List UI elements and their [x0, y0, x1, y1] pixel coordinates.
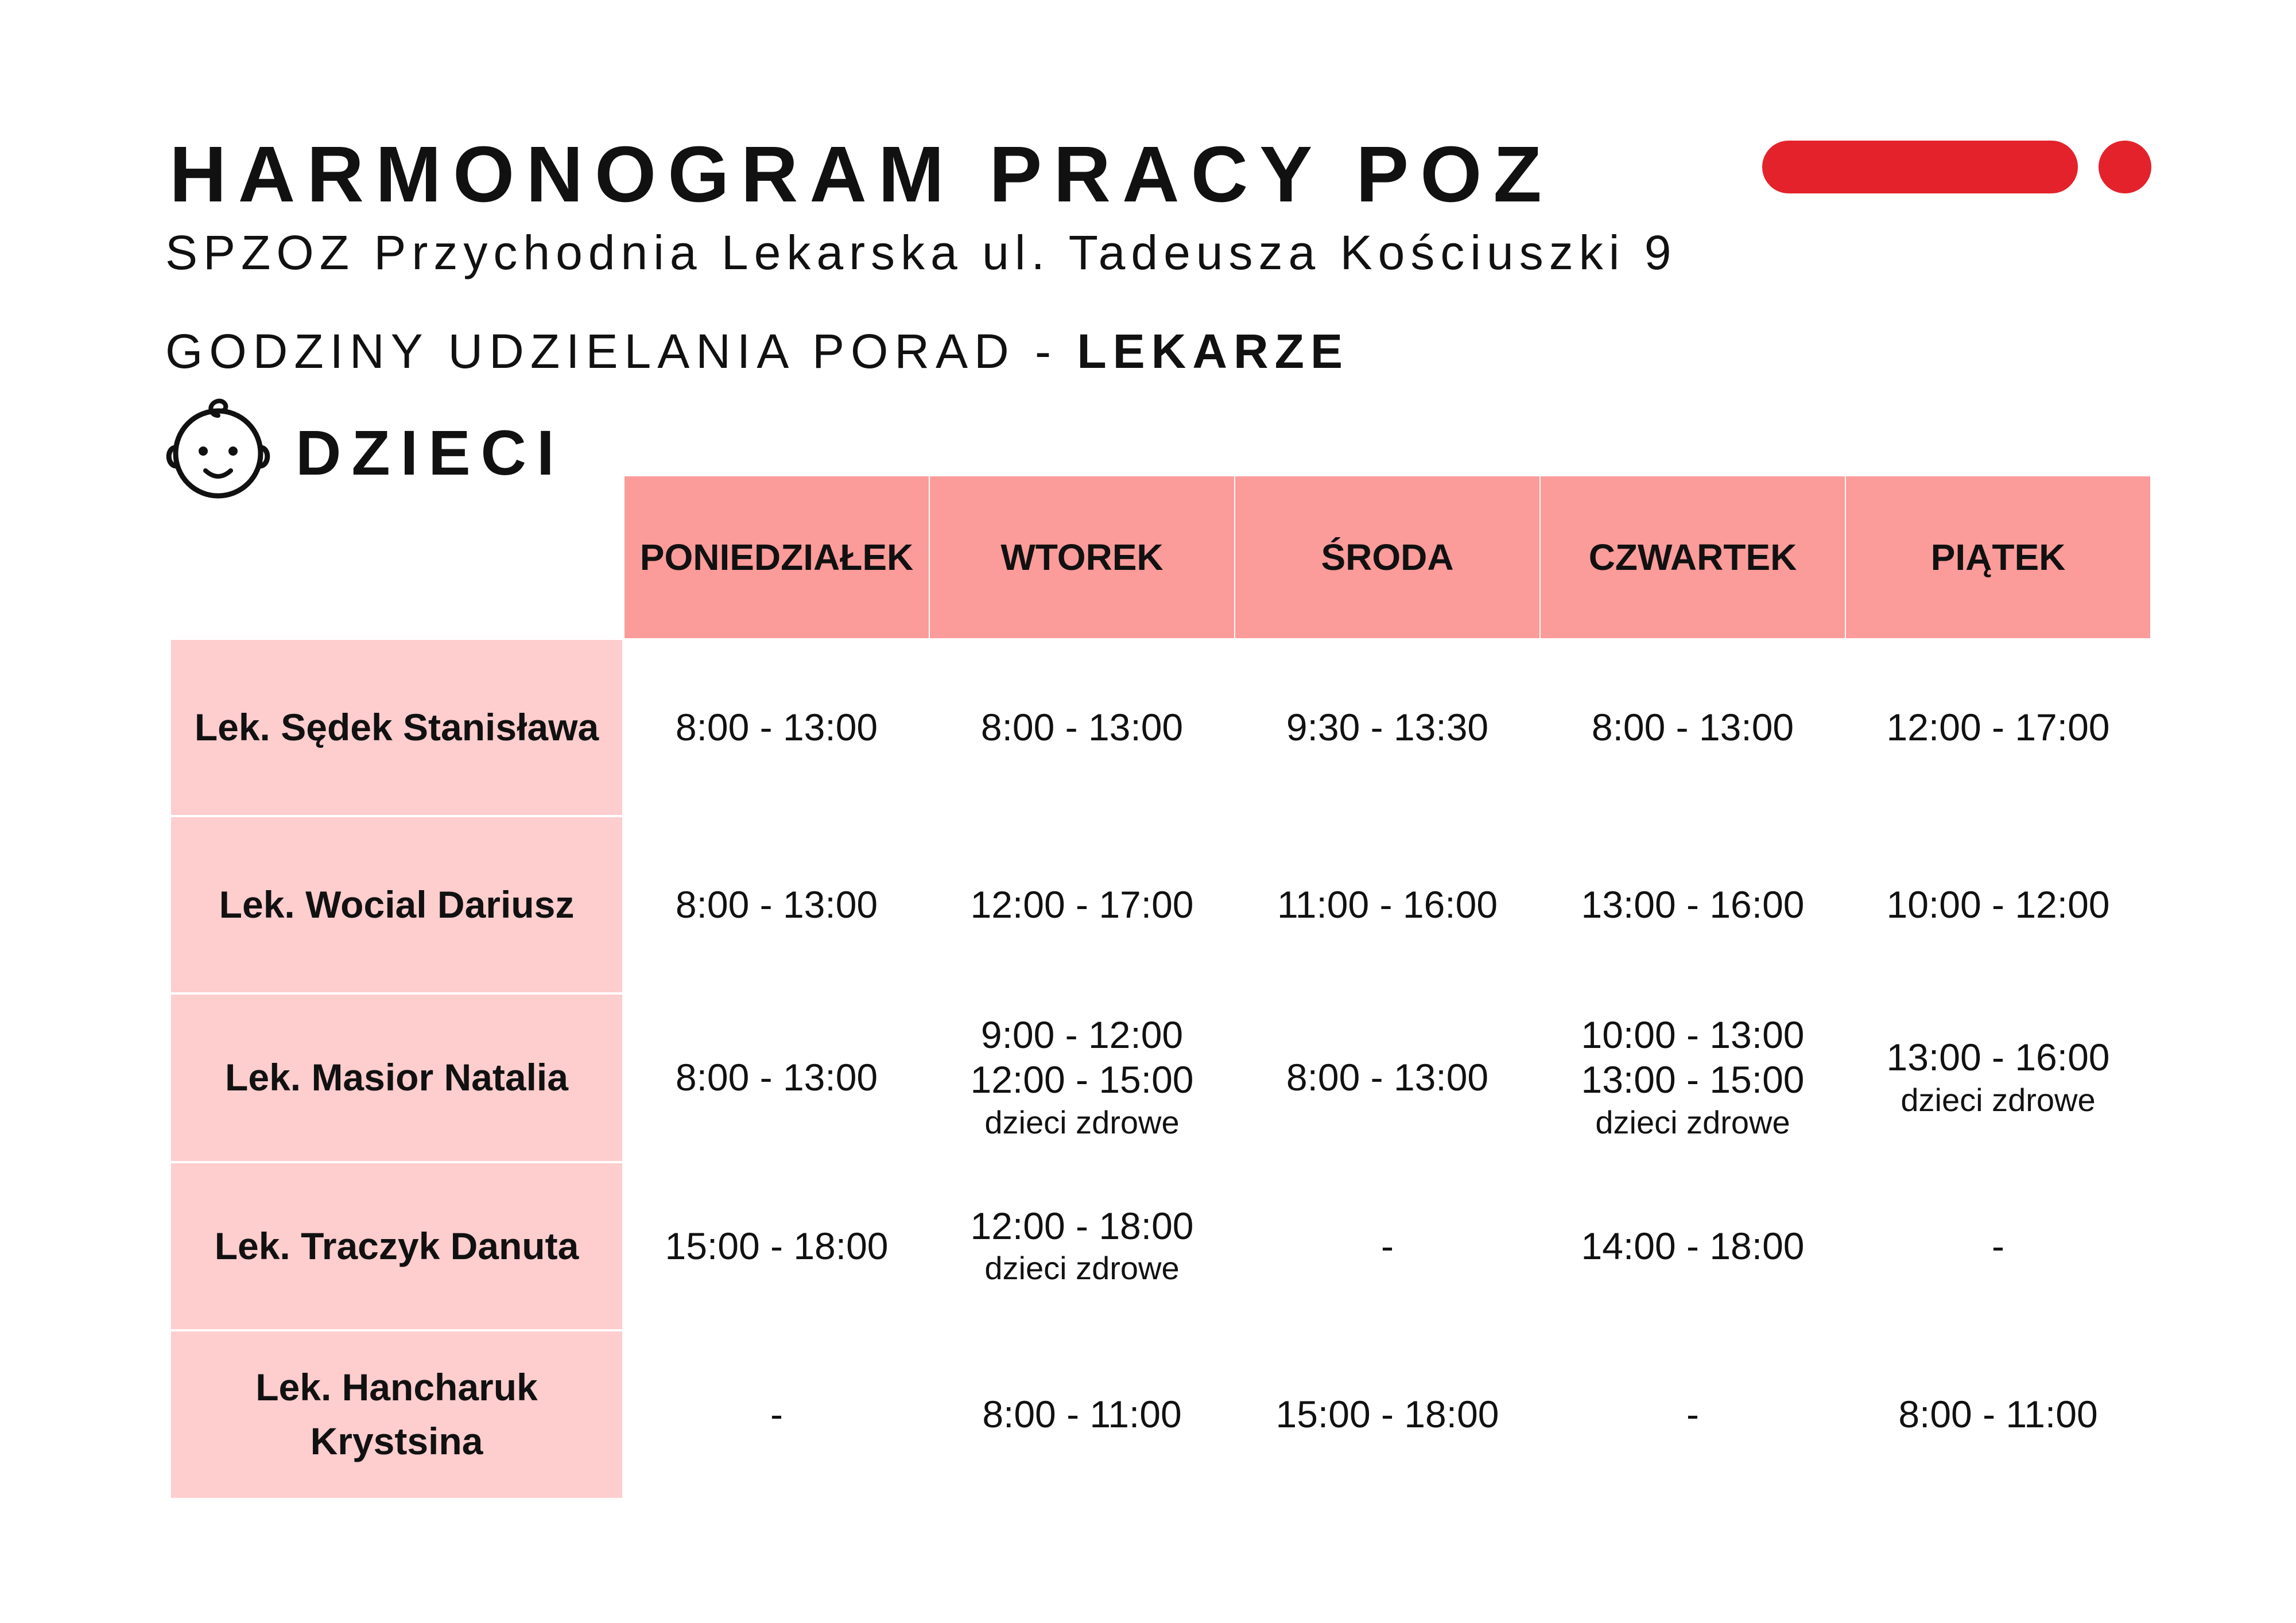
hours-cell [1541, 640, 1845, 815]
hours-time: 9:00 - 12:00 [980, 1014, 1184, 1057]
hours-time: 8:00 - 11:00 [1898, 1393, 2098, 1436]
hours-cell [1235, 1331, 1539, 1498]
hours-cell [1541, 817, 1845, 992]
hours-cell [1846, 1331, 2150, 1498]
hours-cell [1541, 995, 1845, 1161]
doctor-name-cell: Lek. Hancharuk Krystsina [171, 1331, 622, 1498]
hours-cell [1846, 817, 2150, 992]
hours-time: 15:00 - 18:00 [1275, 1393, 1499, 1436]
page-title: HARMONOGRAM PRACY POZ [169, 130, 1553, 219]
hours-cell [930, 1163, 1234, 1329]
hours-note: dzieci zdrowe [1901, 1081, 2096, 1118]
section-heading [165, 324, 1349, 378]
hours-cell [1235, 1163, 1539, 1329]
hours-cell [930, 1331, 1234, 1498]
hours-cell [1541, 1331, 1845, 1498]
hours-note: dzieci zdrowe [984, 1250, 1180, 1287]
hours-time: 12:00 - 18:00 [970, 1204, 1194, 1247]
hours-time: 13:00 - 15:00 [1581, 1058, 1805, 1101]
hours-cell [1235, 995, 1539, 1161]
hours-time: - [1992, 1224, 2004, 1267]
hours-time: 13:00 - 16:00 [1886, 1036, 2110, 1079]
hours-cell [1235, 817, 1539, 992]
hours-time: 13:00 - 16:00 [1581, 883, 1805, 926]
hours-time: - [1381, 1224, 1394, 1267]
hours-time: 11:00 - 16:00 [1277, 883, 1498, 926]
hours-cell [1235, 640, 1539, 815]
hours-time: - [1686, 1393, 1699, 1436]
hours-cell [625, 995, 929, 1161]
hours-time: 10:00 - 13:00 [1581, 1014, 1805, 1057]
hours-time: 12:00 - 15:00 [970, 1058, 1194, 1101]
hours-cell [1846, 995, 2150, 1161]
hours-cell [930, 817, 1234, 992]
hours-time: 14:00 - 18:00 [1581, 1224, 1805, 1267]
hours-time: 15:00 - 18:00 [665, 1224, 889, 1267]
doctor-name-cell: Lek. Masior Natalia [171, 995, 622, 1161]
day-header-thursday: CZWARTEK [1541, 476, 1845, 638]
hours-time: 8:00 - 13:00 [675, 1056, 878, 1099]
hours-cell [1541, 1163, 1845, 1329]
hours-time: 8:00 - 11:00 [982, 1393, 1182, 1436]
decorative-red-pill [1762, 141, 2078, 193]
hours-note: dzieci zdrowe [984, 1104, 1180, 1140]
baby-face-icon [161, 390, 276, 505]
clinic-subtitle: SPZOZ Przychodnia Lekarska ul. Tadeusza Kościuszki 9 [165, 226, 1677, 279]
hours-time: 8:00 - 13:00 [675, 883, 878, 926]
hours-time: 12:00 - 17:00 [970, 883, 1194, 926]
day-header-friday: PIĄTEK [1846, 476, 2150, 638]
hours-note: dzieci zdrowe [1595, 1104, 1790, 1140]
doctor-name-cell: Lek. Wocial Dariusz [171, 817, 622, 992]
doctor-name-cell: Lek. Sędek Stanisława [171, 640, 622, 815]
hours-time: 8:00 - 13:00 [1286, 1056, 1489, 1099]
section-heading-prefix: GODZINY UDZIELANIA PORAD - [165, 324, 1077, 378]
hours-cell [930, 640, 1234, 815]
day-header-monday: PONIEDZIAŁEK [625, 476, 929, 638]
hours-cell [1846, 640, 2150, 815]
hours-time: 8:00 - 13:00 [1591, 705, 1794, 748]
hours-time: 9:30 - 13:30 [1286, 705, 1489, 748]
section-heading-bold: LEKARZE [1077, 324, 1349, 378]
doctor-name-cell: Lek. Traczyk Danuta [171, 1163, 622, 1329]
day-header-tuesday: WTOREK [930, 476, 1234, 638]
hours-cell [625, 640, 929, 815]
hours-cell [625, 1331, 929, 1498]
hours-cell [625, 817, 929, 992]
decorative-red-dot [2099, 141, 2151, 193]
hours-time: 10:00 - 12:00 [1886, 883, 2110, 926]
hours-cell [1846, 1163, 2150, 1329]
hours-time: 12:00 - 17:00 [1886, 705, 2110, 748]
day-header-wednesday: ŚRODA [1235, 476, 1539, 638]
hours-cell [625, 1163, 929, 1329]
hours-time: 8:00 - 13:00 [980, 705, 1184, 748]
group-label-dzieci: DZIECI [296, 418, 565, 488]
hours-cell [930, 995, 1234, 1161]
hours-time: - [770, 1393, 783, 1436]
hours-time: 8:00 - 13:00 [675, 705, 878, 748]
